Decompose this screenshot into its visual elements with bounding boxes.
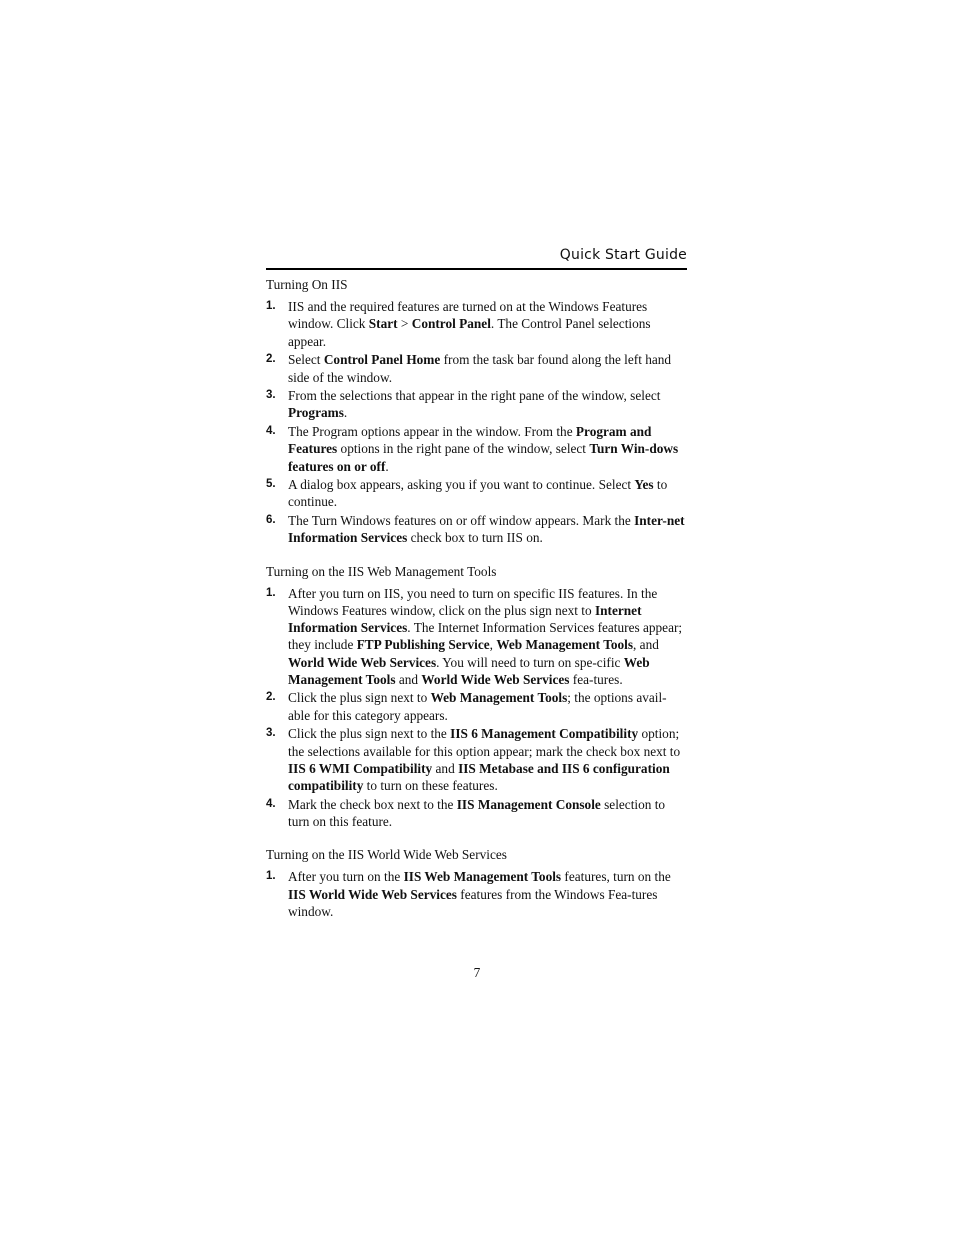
step-text	[288, 690, 667, 722]
step-text	[288, 477, 667, 509]
step-list	[266, 585, 688, 830]
list-item	[266, 689, 688, 723]
bold-term: Web Management Tools	[496, 637, 634, 653]
bold-term: Start	[368, 316, 398, 332]
bold-term: Programs	[288, 405, 344, 421]
step-text	[288, 513, 685, 545]
text-run: . The Control Panel selections appear.	[288, 316, 651, 349]
step-number: 3.	[266, 389, 276, 402]
text-run: After you turn on IIS, you need to turn on specific IIS features. In the Windows Features window, click on the plus sign next to	[288, 585, 658, 618]
section-turning-on-iis	[266, 276, 688, 547]
text-run: , and	[633, 637, 659, 653]
text-run: ,	[489, 637, 497, 653]
text-run: check box to turn IIS on.	[407, 530, 543, 546]
step-text	[288, 352, 671, 384]
bold-term: IIS World Wide Web Services	[288, 886, 457, 902]
text-run: from the task bar found along the left hand side of the window.	[288, 352, 672, 385]
text-run: to continue.	[288, 477, 668, 510]
step-text	[288, 388, 660, 420]
bold-term: IIS 6 Management Compatibility	[450, 726, 639, 742]
bold-term: IIS Web Management Tools	[403, 869, 562, 885]
bold-term: Inter-net Information Services	[288, 513, 685, 546]
section-web-management-tools	[266, 563, 688, 831]
list-item	[266, 423, 688, 475]
bold-term: Internet Information Services	[288, 602, 642, 636]
bold-term: IIS 6 WMI Compatibility	[288, 760, 433, 776]
section-title: Turning on the IIS World Wide Web Services	[266, 847, 507, 863]
text-run: IIS and the required features are turned on at the Windows Features window. Click	[288, 299, 648, 332]
text-run: features from the Windows Fea-tures window.	[288, 886, 658, 919]
bold-term: Web Management Tools	[430, 690, 568, 706]
list-item	[266, 387, 688, 421]
bold-term: IIS Metabase and IIS 6 configuration compatibility	[288, 760, 670, 793]
step-text	[288, 586, 682, 687]
step-number: 5.	[266, 478, 276, 491]
text-run: The Program options appear in the window. From the	[288, 424, 576, 440]
step-number: 1.	[266, 300, 276, 313]
list-item	[266, 351, 688, 385]
step-text	[288, 797, 665, 829]
bold-term: World Wide Web Services	[288, 654, 437, 670]
text-run: .	[343, 405, 348, 421]
bold-term: Program and Features	[288, 424, 652, 457]
text-run: Mark the check box next to the	[288, 796, 457, 812]
text-run: ; the options avail-able for this category appears.	[288, 690, 667, 723]
text-run: to turn on these features.	[363, 777, 498, 793]
page-content	[266, 276, 688, 921]
bold-term: Control Panel Home	[323, 352, 441, 368]
text-run: Select	[288, 352, 324, 368]
bold-term: Yes	[634, 477, 654, 493]
text-run: fea-tures.	[569, 671, 623, 687]
step-number: 4.	[266, 797, 276, 810]
step-number: 3.	[266, 727, 276, 740]
step-number: 4.	[266, 425, 276, 438]
text-run: features, turn on the	[561, 869, 671, 885]
step-text	[288, 299, 651, 348]
text-run: . The Internet Information Services features appear; they include	[288, 620, 683, 653]
step-number: 2.	[266, 691, 276, 704]
text-run: From the selections that appear in the right pane of the window, select	[288, 388, 661, 404]
page-number: 7	[473, 965, 481, 980]
section-world-wide-web-services	[266, 846, 688, 920]
text-run: option; the selections available for this option appear; mark the check box next to	[288, 726, 681, 759]
list-item	[266, 796, 688, 830]
text-run: . You will need to turn on spe-cific	[436, 654, 624, 670]
text-run: selection to turn on this feature.	[288, 796, 666, 829]
step-text	[288, 424, 678, 473]
running-header	[266, 246, 687, 270]
list-item	[266, 868, 688, 920]
step-number: 6.	[266, 514, 276, 527]
header-title: Quick Start Guide	[559, 247, 687, 263]
list-item	[266, 585, 688, 688]
bold-term: Web Management Tools	[288, 654, 650, 687]
step-number: 1.	[266, 870, 276, 883]
text-run: After you turn on the	[288, 869, 404, 885]
bold-term: FTP Publishing Service	[356, 637, 490, 653]
step-text	[288, 726, 680, 793]
text-run: Click the plus sign next to the	[288, 726, 451, 742]
text-run: and	[432, 760, 459, 776]
bold-term: IIS Management Console	[456, 796, 601, 812]
bold-term: World Wide Web Services	[421, 671, 570, 687]
text-run: and	[395, 671, 422, 687]
text-run: options in the right pane of the window, select	[337, 441, 590, 457]
bold-term: Control Panel	[411, 316, 491, 332]
step-number: 2.	[266, 353, 276, 366]
list-item	[266, 725, 688, 794]
text-run: >	[397, 316, 412, 332]
bold-term: Turn Win-dows features on or off	[288, 441, 679, 474]
section-title: Turning On IIS	[266, 277, 348, 292]
list-item	[266, 476, 688, 510]
step-number: 1.	[266, 586, 276, 599]
text-run: Click the plus sign next to	[288, 690, 431, 706]
section-title: Turning on the IIS Web Management Tools	[266, 563, 497, 579]
list-item	[266, 298, 688, 350]
text-run: The Turn Windows features on or off window appears. Mark the	[288, 513, 635, 529]
list-item	[266, 512, 688, 546]
text-run: .	[385, 458, 389, 474]
step-text	[288, 869, 671, 918]
text-run: A dialog box appears, asking you if you want to continue. Select	[288, 477, 635, 493]
step-list	[266, 868, 688, 920]
step-list	[266, 298, 688, 546]
